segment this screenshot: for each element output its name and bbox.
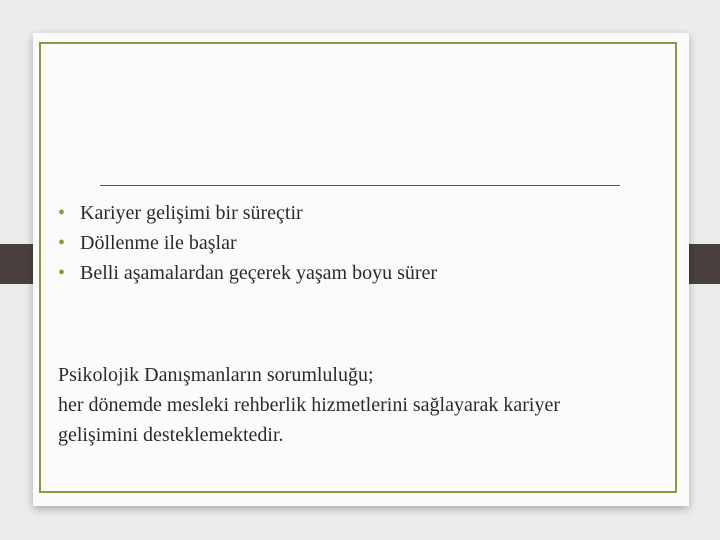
bullet-dot-icon: • xyxy=(58,232,66,254)
body-line: gelişimini desteklemektedir. xyxy=(58,424,284,446)
bullet-text: Belli aşamalardan geçerek yaşam boyu sürer xyxy=(80,262,438,284)
bullet-item xyxy=(58,198,437,228)
bullet-item xyxy=(58,258,437,288)
bullet-dot-icon: • xyxy=(58,202,66,224)
bullet-dot-icon: • xyxy=(58,262,66,284)
body-line: Psikolojik Danışmanların sorumluluğu; xyxy=(58,364,374,386)
body-line: her dönemde mesleki rehberlik hizmetlerini sağlayarak kariyer xyxy=(58,394,561,416)
bullet-text: Döllenme ile başlar xyxy=(80,232,237,254)
body-paragraph xyxy=(58,360,668,450)
bullet-text: Kariyer gelişimi bir süreçtir xyxy=(80,202,303,224)
bullet-item xyxy=(58,228,437,258)
title-divider-line xyxy=(100,185,620,186)
bullet-list xyxy=(58,198,437,288)
